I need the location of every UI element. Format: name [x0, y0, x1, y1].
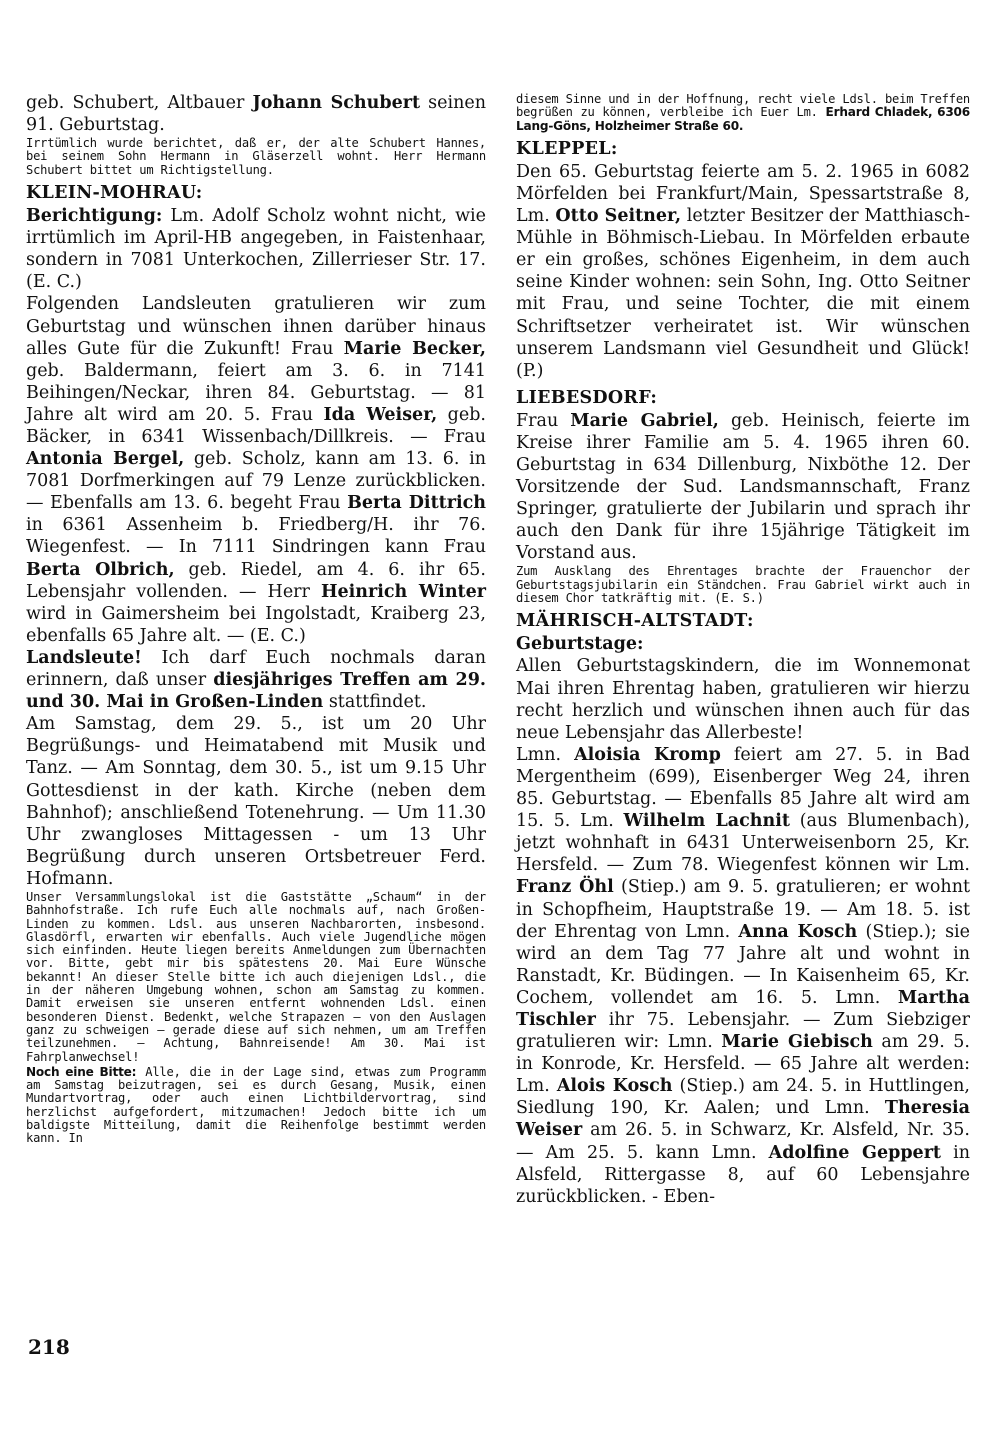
text: (Stiep.) am 24. 5. in Huttlingen, Siedlung 190, Kr. Aalen; und Lmn. — [516, 1076, 970, 1119]
paragraph-birthdays — [26, 293, 486, 647]
paragraph-seitner — [516, 161, 970, 382]
text: geb. Baldermann, feiert am 3. 6. in 7141 Beihingen/Neckar, ihren 84. Geburtstag. — 81 Jahre alt wird am 20. 5. Frau — [26, 360, 486, 425]
right-column — [516, 92, 970, 1208]
text: Lmn. — [516, 744, 575, 765]
left-column — [26, 92, 486, 1148]
text: am 29. 5. in Konrode, Kr. Hersfeld. — 65 Jahre alt werden: Lm. — [516, 1032, 970, 1097]
text: Den 65. Geburtstag feierte am 5. 2. 1965 in 6082 Mörfelden bei Frankfurt/Main, Spessartstraße 8, Lm. — [516, 161, 970, 227]
paragraph-request — [26, 1066, 486, 1146]
text: Ich darf Euch nochmals daran erinnern, daß unser — [26, 647, 486, 691]
text: geb. Bäcker, in 6341 Wissenbach/Dillkreis. — Frau — [26, 404, 486, 448]
paragraph-venue: Unser Versammlungslokal ist die Gaststätte „Schaum“ in der Bahnhofstraße. Ich rufe Euch alle nochmals auf, nach Großen-Linden zu kommen. Ldsl. aus unseren Nachbarorten, insbesond. Glasdörfl, erwarten wir ebenfalls. Auch viele Jugendliche mögen sich einfinden. Heute liegen bereits Anmeldungen zum Übernachten vor. Bitte, gebt mir bis spätestens 20. Mai Eure Wünsche bekannt! An dieser Stelle bitte ich auch diejenigen Ldsl., die in der näheren Umgebung wohnen, schon am Samstag zu kommen. Damit erweisen sie unseren entfernt wohnenden Ldsl. einen besonderen Dienst. Bedenkt, welche Strapazen — von den Auslagen ganz zu schweigen — gerade diese auf sich nehmen, um am Treffen teilzunehmen. — Achtung, Bahnreisende! Am 30. Mai ist Fahrplanwechsel! — [26, 889, 486, 1064]
text: ihr 75. Lebensjahr. — Zum Siebziger gratulieren wir: Lmn. — [516, 1009, 970, 1053]
person-name: Marie Becker, — [343, 338, 486, 359]
paragraph-schubert — [26, 92, 486, 136]
signature-address: Erhard Chladek, 6306 Lang-Göns, Holzheimer Straße 60. — [516, 105, 970, 133]
person-name: Berta Dittrich — [347, 493, 486, 514]
person-name: Franz Öhl — [516, 877, 614, 898]
page-number: 218 — [28, 1335, 70, 1359]
text: diesem Sinne und in der Hoffnung, recht viele Ldsl. beim Treffen begrüßen zu können, verbleibe ich Euer Lm. — [516, 92, 970, 120]
text: am 26. 5. in Schwarz, Kr. Alsfeld, Nr. 35. — Am 25. 5. kann Lmn. — [516, 1120, 970, 1163]
paragraph-closing — [516, 93, 970, 133]
text: Folgenden Landsleuten gratulieren wir zum Geburtstag und wünschen ihnen darüber hinaus alles Gute für die Zukunft! Frau — [26, 294, 486, 359]
text: Lm. Adolf Scholz wohnt nicht, wie irrtümlich im April-HB angegeben, in Faistenhaar, sondern in 7081 Unterkochen, Zillerrieser Str. 17. (E. C.) — [26, 206, 486, 293]
person-name: Johann Schubert — [252, 93, 421, 113]
person-name: Alois Kosch — [556, 1076, 673, 1097]
text: (Stiep.) am 9. 5. gratulieren; er wohnt in Schopfheim, Hauptstraße 19. — Am 18. 5. ist der Ehrentag von Lmn. — [516, 877, 970, 942]
emphasis: diesjähriges Treffen am 29. und 30. Mai in Großen-Linden — [26, 670, 486, 713]
text: geb. Heinisch, feierte im Kreise ihrer Familie am 5. 4. 1965 ihren 60. Geburtstag in 634 Dillenburg, Nixböthe 12. Der Vorsitzende der Sud. Landsmannschaft, Franz Springer, gratulierte der Jubilarin und sprach ihr auch den Dank für ihre 15jährige Tätigkeit im Vorstand aus. — [516, 410, 970, 564]
section-heading-klein-mohrau: KLEIN-MOHRAU: — [26, 183, 203, 204]
text: wird in Gaimersheim bei Ingolstadt, Kraiberg 23, ebenfalls 65 Jahre alt. — (E. C.) — [26, 603, 486, 646]
label: Noch eine Bitte: — [26, 1064, 137, 1079]
text: Frau — [516, 410, 571, 431]
person-name: Anna Kosch — [738, 921, 858, 942]
person-name: Martha Tischler — [516, 987, 970, 1030]
text: in 6361 Assenheim b. Friedberg/H. ihr 76. Wiegenfest. — In 7111 Sindringen kann Frau — [26, 515, 486, 558]
text: seinen 91. Geburtstag. — [26, 93, 486, 136]
person-name: Marie Gabriel, — [570, 410, 719, 431]
label: Berichtigung: — [26, 206, 163, 227]
paragraph-birthday-list — [516, 744, 970, 1208]
section-heading-kleppel: KLEPPEL: — [516, 138, 618, 159]
paragraph-landsleute — [26, 647, 486, 713]
correction-note: Irrtümlich wurde berichtet, daß er, der alte Schubert Hannes, bei seinem Sohn Hermann in Gläserzell wohnt. Herr Hermann Schubert bittet um Richtigstellung. — [26, 136, 486, 177]
paragraph-frauenchor: Zum Ausklang des Ehrentages brachte der Frauenchor der Geburtstagsjubilarin ein Ständchen. Frau Gabriel wirkt auch in diesem Chor tatkräftig mit. (E. S.) — [516, 564, 970, 606]
person-name: Heinrich Winter — [320, 581, 486, 602]
paragraph-gabriel — [516, 410, 970, 565]
text: geb. Schubert, Altbauer — [26, 93, 253, 113]
person-name: Aloisia Kromp — [574, 744, 721, 765]
person-name: Berta Olbrich, — [26, 559, 175, 580]
paragraph-program: Am Samstag, dem 29. 5., ist um 20 Uhr Begrüßungs- und Heimatabend mit Musik und Tanz. — Am Sonntag, dem 30. 5., ist um 9.15 Uhr Gottesdienst in der kath. Kirche (neben dem Bahnhof); anschließend Totenehrung. — Um 11.30 Uhr zwangloses Mittagessen - um 13 Uhr Begrüßung durch unseren Ortsbetreuer Ferd. Hofmann. — [26, 714, 486, 889]
text: (aus Blumenbach), jetzt wohnhaft in 6431 Unterweisenborn 25, Kr. Hersfeld. — Zum 78. Wiegenfest können wir Lm. — [516, 811, 971, 876]
person-name: Antonia Bergel, — [26, 449, 185, 470]
person-name: Otto Seitner, — [555, 206, 682, 227]
section-heading-maehrisch-altstadt: MÄHRISCH-ALTSTADT: — [516, 611, 754, 632]
text: (Stiep.); sie wird an dem Tag 77 Jahre alt und wohnt in Ranstadt, Kr. Büdingen. — In Kaisenheim 65, Kr. Cochem, vollendet am 16. 5. Lmn. — [516, 921, 971, 1008]
subheading-geburtstage: Geburtstage: — [516, 634, 644, 655]
label: Landsleute! — [26, 647, 142, 668]
person-name: Marie Giebisch — [721, 1032, 873, 1053]
paragraph-berichtigung — [26, 205, 486, 293]
text: feiert am 27. 5. in Bad Mergentheim (699), Eisenberger Weg 24, ihren 85. Geburtstag. — Ebenfalls 85 Jahre alt wird am 15. 5. Lm. — [516, 744, 970, 832]
person-name: Ida Weiser, — [323, 404, 438, 425]
person-name: Wilhelm Lachnit — [623, 811, 790, 832]
text: stattfindet. — [323, 692, 427, 713]
section-heading-liebesdorf: LIEBESDORF: — [516, 387, 658, 408]
text: geb. Scholz, kann am 13. 6. in 7081 Dorfmerkingen auf 79 Lenze zurückblicken. — Ebenfalls am 13. 6. begeht Frau — [26, 449, 486, 514]
text: letzter Besitzer der Matthiasch-Mühle in Böhmisch-Liebau. In Mörfelden erbaute er ein großes, schönes Eigenheim, in dem auch seine Kinder wohnen: sein Sohn, Ing. Otto Seitner mit Frau, und seine Tochter, die mit einem Schriftsetzer verheiratet ist. Wir wünschen unserem Landsmann viel Gesundheit und Glück! (P.) — [516, 206, 971, 381]
text: geb. Riedel, am 4. 6. ihr 65. Lebensjahr vollenden. — Herr — [26, 559, 486, 602]
person-name: Adolfine Geppert — [768, 1142, 941, 1163]
text: Alle, die in der Lage sind, etwas zum Programm am Samstag beizutragen, sei es durch Gesang, Musik, einen Mundartvortrag, oder auch einen Lichtbildervortrag, sind herzlichst aufgefordert, mitzumachen! Jedoch bitte ich um baldigste Mitteilung, damit die Reihenfolge bestimmt werden kann. In — [26, 1064, 486, 1146]
person-name: Theresia Weiser — [516, 1098, 970, 1141]
paragraph-greeting: Allen Geburtstagskindern, die im Wonnemonat Mai ihren Ehrentag haben, gratulieren wir hierzu recht herzlich und wünschen ihnen auch für das neue Lebensjahr das Allerbeste! — [516, 656, 970, 743]
text: in Alsfeld, Rittergasse 8, auf 60 Lebensjahre zurückblicken. - Eben- — [516, 1142, 970, 1207]
